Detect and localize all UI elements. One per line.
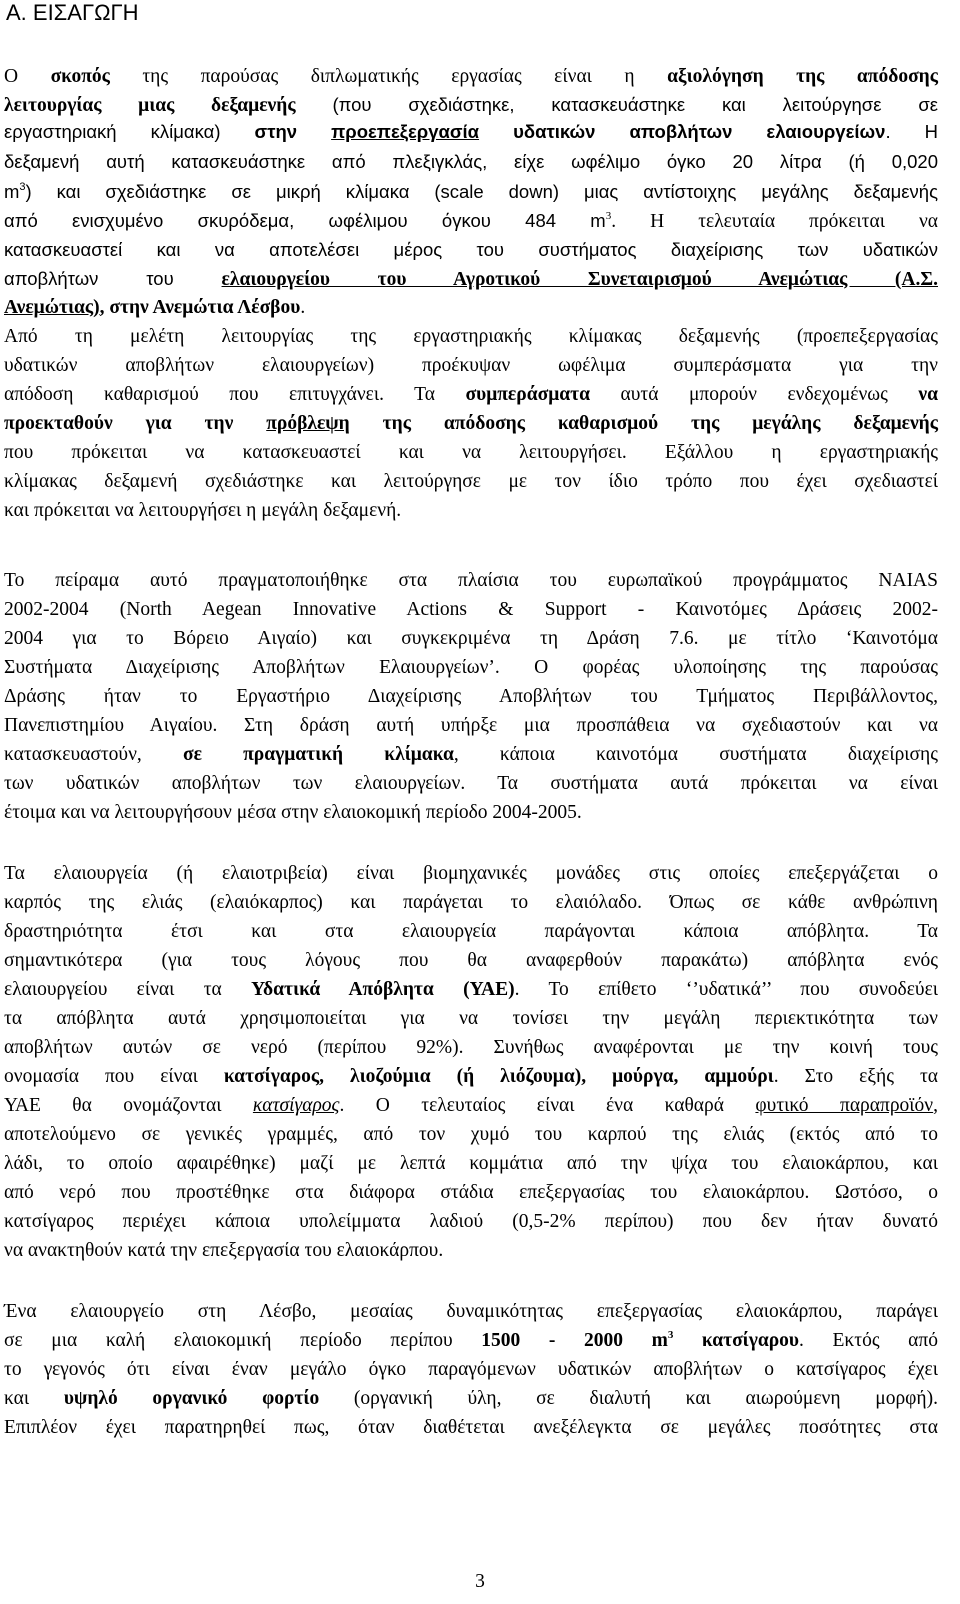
- paragraph-1-line-1: [4, 63, 938, 91]
- paragraph-3-line-2: καρπός της ελιάς (ελαιόκαρπος) και παράγεται το ελαιόλαδο. Όπως σε κάθε ανθρώπινη: [4, 892, 938, 913]
- paragraph-2-line-7: [4, 741, 938, 769]
- paragraph-1-line-13: [4, 410, 938, 438]
- italic-underlined-text: κατσίγαρος: [252, 1095, 340, 1116]
- paragraph-3-line-7: αποβλήτων αυτών σε νερό (περίπου 92%). Συνήθως αναφέρονται με την κοινή τους: [4, 1037, 938, 1058]
- bold-text: να: [918, 384, 938, 405]
- text: κατασκευαστούν,: [4, 744, 183, 765]
- paragraph-1-line-15: κλίμακας δεξαμενή σχεδιάστηκε και λειτούργησε με τον ίδιο τρόπο που έχει σχεδιαστεί: [4, 471, 938, 492]
- paragraph-4-line-5: Επιπλέον έχει παρατηρηθεί πως, όταν διαθέτεται ανεξέλεγκτα σε μεγάλες ποσότητες στα: [4, 1417, 938, 1438]
- text: σε μια καλή ελαιοκομική περίοδο περίπου: [4, 1330, 482, 1351]
- superscript: 3: [19, 181, 26, 193]
- text: ) και σχεδιάστηκε σε μικρή κλίμακα (scale down) μιας αντίστοιχης μεγάλης δεξαμενής: [25, 181, 938, 202]
- paragraph-2-line-9: έτοιμα και να λειτουργήσουν μέσα στην ελαιοκομική περίοδο 2004-2005.: [4, 802, 582, 823]
- bold-text: σε πραγματική κλίμακα: [182, 744, 454, 765]
- bold-text: της απόδοσης καθαρισμού της μεγάλης δεξαμενής: [349, 413, 938, 434]
- paragraph-3-line-4: σημαντικότερα (για τους λόγους που θα αναφερθούν παρακάτω) απόβλητα ενός: [4, 950, 938, 971]
- paragraph-2-line-8: των υδατικών αποβλήτων των ελαιουργείων. Τα συστήματα αυτά πρόκειται να είναι: [4, 773, 938, 794]
- paragraph-1-line-7: κατασκευαστεί και να αποτελέσει μέρος του συστήματος διαχείρισης των υδατικών: [4, 239, 938, 260]
- text: αυτά μπορούν ενδεχομένως: [590, 384, 919, 405]
- paragraph-2-line-5: Δράσης ήταν το Εργαστήριο Διαχείρισης Αποβλήτων του Τμήματος Περιβάλλοντος,: [4, 686, 938, 707]
- text: . Η τελευταία πρόκειται να: [611, 211, 938, 232]
- text: απόδοση καθαρισμού που επιτυγχάνει. Τα: [4, 384, 466, 405]
- paragraph-3-line-9: [4, 1092, 938, 1120]
- bold-text: , στην Ανεμώτια Λέσβου: [99, 297, 301, 318]
- text: . Η: [885, 121, 938, 142]
- bold-underlined-text: προεπεξεργασία: [331, 121, 480, 142]
- paragraph-4-line-3: το γεγονός ότι είναι έναν μεγάλο όγκο παραγόμενων υδατικών αποβλήτων ο κατσίγαρος έχει: [4, 1359, 938, 1380]
- paragraph-4-line-4: [4, 1385, 938, 1413]
- bold-text: προεκταθούν για την: [4, 413, 267, 434]
- text: ελαιουργείου είναι τα: [4, 979, 252, 1000]
- bold-text: αξιολόγηση της απόδοσης: [667, 66, 938, 87]
- text: της παρούσας διπλωματικής εργασίας είναι η: [109, 66, 668, 87]
- bold-text: υδατικών αποβλήτων ελαιουργείων: [479, 121, 886, 142]
- bold-text: 1500 - 2000 m: [481, 1330, 668, 1351]
- paragraph-4-line-1: Ένα ελαιουργείο στη Λέσβο, μεσαίας δυναμικότητας επεξεργασίας ελαιοκάρπου, παράγει: [4, 1301, 938, 1322]
- bold-text: στην: [254, 121, 332, 142]
- paragraph-1-line-10: Από τη μελέτη λειτουργίας της εργαστηριακής κλίμακας δεξαμενής (προεπεξεργασίας: [4, 326, 938, 347]
- paragraph-2-line-3: 2004 για το Βόρειο Αιγαίο) και συγκεκριμένα τη Δράση 7.6. με τίτλο ‘Καινοτόμα: [4, 628, 938, 649]
- paragraph-1-line-12: [4, 381, 938, 409]
- superscript: 3: [605, 210, 612, 222]
- text: m: [4, 181, 20, 202]
- paragraph-1-line-4: δεξαμενή αυτή κατασκευάστηκε από πλεξιγκλάς, είχε ωφέλιμο όγκο 20 λίτρα (ή 0,020: [4, 151, 938, 172]
- superscript: 3: [667, 1329, 674, 1341]
- page-number: 3: [475, 1571, 485, 1592]
- section-heading: Α. ΕΙΣΑΓΩΓΗ: [6, 0, 139, 25]
- paragraph-3-line-6: τα απόβλητα αυτά χρησιμοποιείται για να τονίσει την μεγάλη περιεκτικότητα των: [4, 1008, 938, 1029]
- paragraph-3-line-14: να ανακτηθούν κατά την επεξεργασία του ελαιοκάρπου.: [4, 1240, 444, 1261]
- text: . Εκτός από: [799, 1330, 938, 1351]
- paragraph-1-line-2: [4, 91, 938, 119]
- text: , κάποια καινοτόμα συστήματα διαχείρισης: [453, 744, 938, 765]
- text: (που σχεδιάστηκε, κατασκευάστηκε και λειτούργησε σε: [295, 94, 939, 115]
- paragraph-3-line-3: δραστηριότητα έτσι και στα ελαιουργεία παράγονται κάποια απόβλητα. Τα: [4, 921, 938, 942]
- paragraph-1-line-9: [4, 294, 305, 322]
- bold-text: λειτουργίας μιας δεξαμενής: [4, 95, 296, 116]
- paragraph-2-line-4: Συστήματα Διαχείρισης Αποβλήτων Ελαιουργείων’. Ο φορέας υλοποίησης της παρούσας: [4, 657, 938, 678]
- bold-text: σκοπός: [50, 66, 110, 87]
- paragraph-1-line-3: [4, 118, 938, 146]
- paragraph-1-line-14: που πρόκειται να κατασκευαστεί και να λειτουργήσει. Εξάλλου η εργαστηριακής: [4, 442, 938, 463]
- paragraph-1-line-16: και πρόκειται να λειτουργήσει η μεγάλη δεξαμενή.: [4, 500, 402, 521]
- paragraph-1-line-5: [4, 178, 938, 206]
- paragraph-1-line-11: υδατικών αποβλήτων ελαιουργείων) προέκυψαν ωφέλιμα συμπεράσματα για την: [4, 355, 938, 376]
- paragraph-3-line-13: κατσίγαρος περιέχει κάποια υπολείμματα λαδιού (0,5-2% περίπου) που δεν ήταν δυνατό: [4, 1211, 938, 1232]
- text: . Ο τελευταίος είναι ένα καθαρά: [339, 1095, 756, 1116]
- text: Ο: [4, 66, 51, 87]
- paragraph-3-line-1: Τα ελαιουργεία (ή ελαιοτριβεία) είναι βιομηχανικές μονάδες στις οποίες επεξεργάζεται ο: [4, 863, 938, 884]
- bold-text: Υδατικά Απόβλητα (ΥΑΕ): [251, 979, 515, 1000]
- paragraph-3-line-12: από νερό που προστέθηκε στα διάφορα στάδια επεξεργασίας του ελαιοκάρπου. Ωστόσο, ο: [4, 1182, 938, 1203]
- paragraph-2-line-6: Πανεπιστημίου Αιγαίου. Στη δράση αυτή υπήρξε μια προσπάθεια να σχεδιαστούν και να: [4, 715, 938, 736]
- text: . Το επίθετο ‘’υδατικά’’ που συνοδεύει: [514, 979, 938, 1000]
- paragraph-3-line-8: [4, 1063, 938, 1091]
- text: εργαστηριακή κλίμακα): [4, 121, 255, 142]
- text: από ενισχυμένο σκυρόδεμα, ωφέλιμου όγκου 484 m: [4, 210, 606, 231]
- text: . Στο εξής τα: [773, 1066, 939, 1087]
- paragraph-2-line-2: 2002-2004 (North Aegean Innovative Actions & Support - Καινοτόμες Δράσεις 2002-: [4, 599, 938, 620]
- paragraph-3-line-10: αποτελούμενο σε γενικές γραμμές, από τον χυμό του καρπού της ελιάς (εκτός από το: [4, 1124, 938, 1145]
- underlined-text: φυτικό παραπροϊόν: [755, 1095, 934, 1116]
- text: και: [4, 1388, 64, 1409]
- text: .: [300, 297, 306, 318]
- bold-text: συμπεράσματα: [465, 384, 591, 405]
- text: ,: [933, 1095, 938, 1116]
- text: ονομασία που είναι: [4, 1066, 224, 1087]
- paragraph-4-line-2: [4, 1327, 938, 1355]
- bold-underlined-text: ελαιουργείου του Αγροτικού Συνεταιρισμού Ανεμώτιας (Α.Σ.: [221, 269, 938, 290]
- paragraph-1-line-8: [4, 265, 938, 293]
- text: αποβλήτων του: [4, 268, 222, 289]
- paragraph-2-line-1: Το πείραμα αυτό πραγματοποιήθηκε στα πλαίσια του ευρωπαϊκού προγράμματος NAIAS: [4, 570, 938, 591]
- text: ΥΑΕ θα ονομάζονται: [4, 1095, 253, 1116]
- text: (οργανική ύλη, σε διαλυτή και αιωρούμενη μορφή).: [319, 1388, 939, 1409]
- paragraph-3-line-5: [4, 976, 938, 1004]
- bold-text: υψηλό οργανικό φορτίο: [63, 1388, 320, 1409]
- paragraph-1-line-6: [4, 207, 938, 235]
- bold-underlined-text: πρόβλεψη: [266, 413, 350, 434]
- bold-text: κατσίγαρου: [673, 1330, 800, 1351]
- bold-text: κατσίγαρος, λιοζούμια (ή λιόζουμα), μούργα, αμμούρι: [223, 1066, 774, 1087]
- paragraph-3-line-11: λάδι, το οποίο αφαιρέθηκε) μαζί με λεπτά κομμάτια από την ψίχα του ελαιοκάρπου, και: [4, 1153, 938, 1174]
- bold-underlined-text: Ανεμώτιας): [4, 297, 100, 318]
